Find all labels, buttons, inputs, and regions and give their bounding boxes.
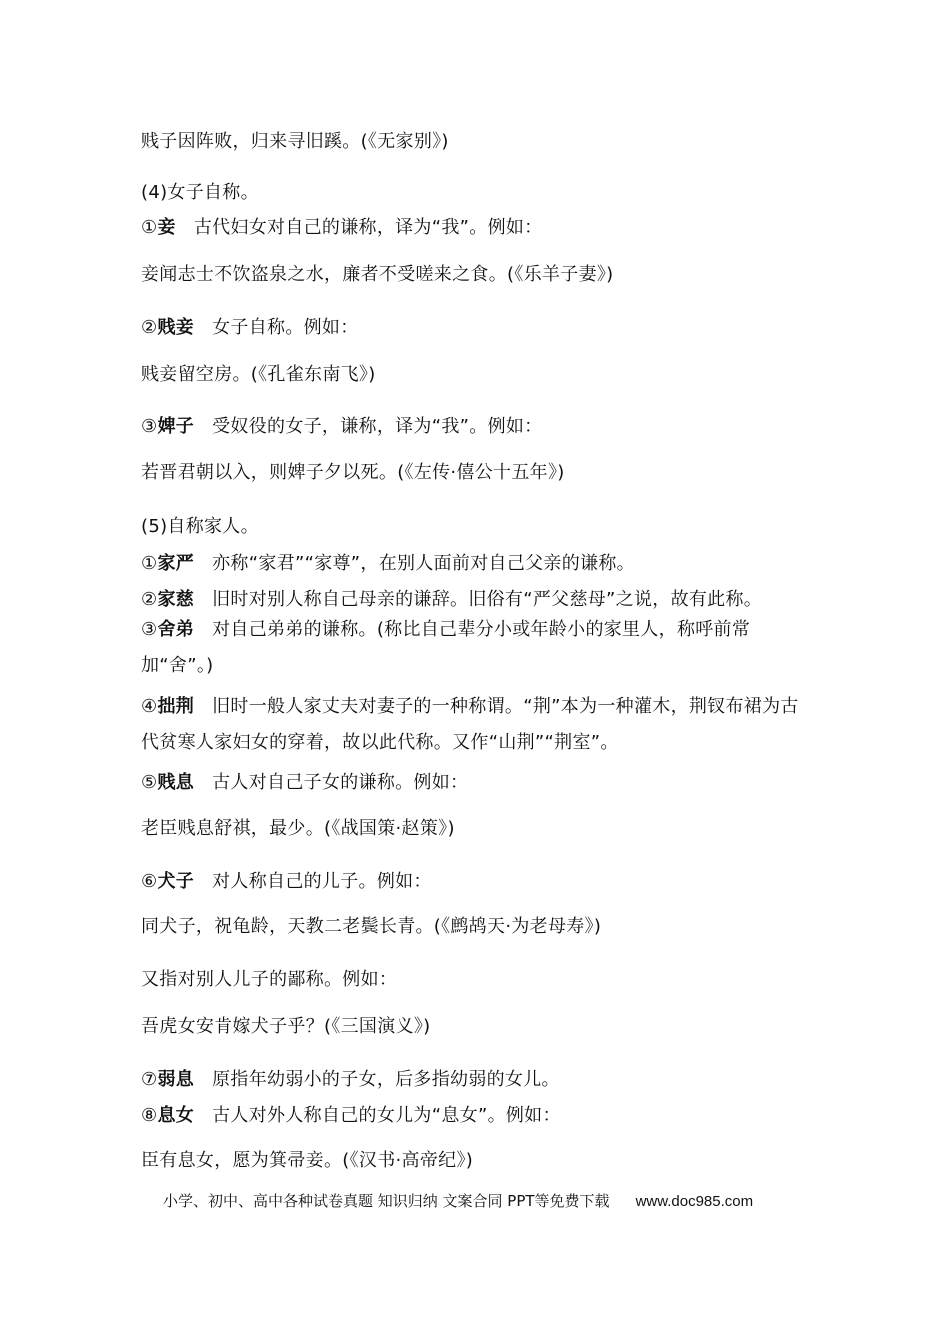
term-item bbox=[141, 870, 432, 894]
term-description: 旧时一般人家丈夫对妻子的一种称谓。“荆”本为一种灌木，荆钗布裙为古代贫寒人家妇女的穿着，故以此代称。又作“山荆”“荆室”。 bbox=[141, 696, 799, 753]
example-line: 同犬子，祝龟龄，天教二老鬓长青。(《鹧鸪天·为老母寿》) bbox=[141, 916, 602, 937]
term-item bbox=[141, 1068, 560, 1092]
example-line: 若晋君朝以入，则婢子夕以死。(《左传·僖公十五年》) bbox=[141, 462, 565, 483]
term-item bbox=[141, 316, 359, 340]
item-number: ① bbox=[141, 553, 158, 574]
term-name: 息女 bbox=[157, 1105, 195, 1126]
term-item bbox=[141, 612, 813, 684]
footer-text: 小学、初中、高中各种试卷真题 知识归纳 文案合同 PPT等免费下载 bbox=[163, 1192, 610, 1210]
term-description: 受奴役的女子，谦称，译为“我”。例如： bbox=[212, 416, 543, 437]
term-item bbox=[141, 552, 635, 576]
term-description: 对人称自己的儿子。例如： bbox=[212, 871, 432, 892]
term-description: 古人对外人称自己的女儿为“息女”。例如： bbox=[212, 1105, 561, 1126]
section-heading-family-self-reference: (5)自称家人。 bbox=[141, 516, 259, 537]
term-description: 对自己弟弟的谦称。(称比自己辈分小或年龄小的家里人，称呼前常加“舍”。) bbox=[141, 619, 751, 676]
example-line: 贱子因阵败，归来寻旧蹊。(《无家别》) bbox=[141, 131, 449, 152]
item-number: ② bbox=[141, 317, 158, 338]
term-name: 拙荆 bbox=[157, 696, 195, 717]
term-name: 贱妾 bbox=[157, 317, 195, 338]
example-line: 臣有息女，愿为箕帚妾。(《汉书·高帝纪》) bbox=[141, 1150, 474, 1171]
term-description: 原指年幼弱小的子女，后多指幼弱的女儿。 bbox=[212, 1069, 560, 1090]
note-line: 又指对别人儿子的鄙称。例如： bbox=[141, 969, 398, 990]
item-number: ③ bbox=[141, 619, 158, 640]
item-number: ⑦ bbox=[141, 1069, 158, 1090]
term-name: 妾 bbox=[157, 217, 176, 238]
item-number: ⑧ bbox=[141, 1105, 158, 1126]
term-name: 家严 bbox=[157, 553, 195, 574]
item-number: ④ bbox=[141, 696, 158, 717]
item-number: ⑥ bbox=[141, 871, 158, 892]
term-name: 舍弟 bbox=[157, 619, 195, 640]
footer-url[interactable]: www.doc985.com bbox=[635, 1193, 754, 1210]
term-description: 古代妇女对自己的谦称，译为“我”。例如： bbox=[193, 217, 543, 238]
term-name: 犬子 bbox=[157, 871, 195, 892]
term-item bbox=[141, 1104, 561, 1128]
item-number: ② bbox=[141, 589, 158, 610]
term-item bbox=[141, 216, 542, 240]
example-line: 贱妾留空房。(《孔雀东南飞》) bbox=[141, 364, 376, 385]
term-name: 婢子 bbox=[157, 416, 195, 437]
term-description: 古人对自己子女的谦称。例如： bbox=[212, 772, 469, 793]
term-item bbox=[141, 771, 468, 795]
term-item bbox=[141, 415, 542, 439]
item-number: ⑤ bbox=[141, 772, 158, 793]
term-item bbox=[141, 689, 813, 761]
section-heading-female-self-reference: (4)女子自称。 bbox=[141, 182, 259, 203]
term-name: 贱息 bbox=[157, 772, 195, 793]
term-name: 家慈 bbox=[157, 589, 195, 610]
term-description: 旧时对别人称自己母亲的谦辞。旧俗有“严父慈母”之说，故有此称。 bbox=[212, 589, 763, 610]
page-footer bbox=[163, 1190, 753, 1211]
term-item bbox=[141, 588, 762, 612]
example-line: 吾虎女安肯嫁犬子乎？(《三国演义》) bbox=[141, 1016, 431, 1037]
term-description: 亦称“家君”“家尊”，在别人面前对自己父亲的谦称。 bbox=[212, 553, 635, 574]
term-name: 弱息 bbox=[157, 1069, 195, 1090]
example-line: 妾闻志士不饮盗泉之水，廉者不受嗟来之食。(《乐羊子妻》) bbox=[141, 264, 614, 285]
item-number: ③ bbox=[141, 416, 158, 437]
term-description: 女子自称。例如： bbox=[212, 317, 359, 338]
item-number: ① bbox=[141, 217, 158, 238]
example-line: 老臣贱息舒祺，最少。(《战国策·赵策》) bbox=[141, 818, 455, 839]
